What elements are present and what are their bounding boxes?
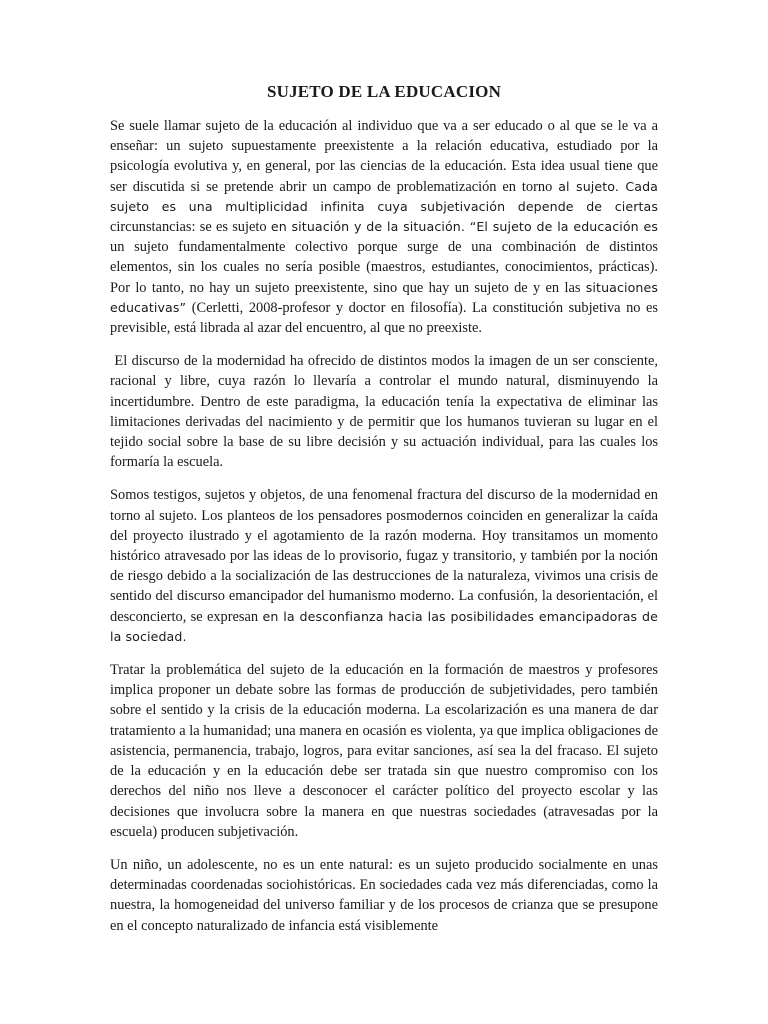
p1-text-f: un sujeto fundamentalmente colectivo porque surge de una combinación de distintos elementos, sin los cuales no sería posible (maestros, estudiantes, conocimientos, prácticas). Por lo tanto, no hay un sujeto preexistente, sino que hay un sujeto de y en las: [110, 239, 658, 296]
p1-text-e: “El sujeto de la educación es: [464, 219, 658, 235]
p1-text-c: circunstancias: se es sujeto: [110, 219, 267, 236]
paragraph-5: Un niño, un adolescente, no es un ente natural: es un sujeto producido socialmente en unas determinadas coordenadas sociohistóricas. En sociedades cada vez más diferenciadas, como la nuestra, la homogeneidad del universo familiar y de los procesos de crianza que se presupone en el concepto naturalizado de infancia está visiblemente: [110, 856, 658, 934]
paragraph-1: [110, 116, 658, 338]
p1-text-d: en situación y de la situación.: [270, 219, 465, 235]
paragraph-3: [110, 485, 658, 647]
paragraph-2: El discurso de la modernidad ha ofrecido de distintos modos la imagen de un ser consciente, racional y libre, cuya razón lo llevaría a controlar el mundo natural, disminuyendo la incertidumbre. Dentro de este paradigma, la educación tenía la expectativa de eliminar las limitaciones derivadas del nacimiento y de permitir que los humanos tuvieran su lugar en el tejido social sobre la base de su libre decisión y su actuación individual, para las cuales los formaría la escuela.: [110, 353, 658, 471]
p1-text-a: Se suele llamar sujeto de la educación al individuo que va a ser educado o al que se le va a enseñar: un sujeto supuestamente preexistente a la relación educativa, estudiado por la psicología evolutiva y, en general, por las ciencias de la educación. Esta idea usual tiene que ser discutida si se pretende abrir un campo de problematización en torno: [110, 118, 658, 195]
document-title: SUJETO DE LA EDUCACION: [266, 82, 502, 101]
p1-text-g: situaciones educativas”: [110, 279, 658, 315]
p1-text-b: al sujeto. Cada sujeto es una multiplicidad infinita cuya subjetivación depende de ciertas: [110, 178, 658, 214]
p3-text-a: Somos testigos, sujetos y objetos, de una fenomenal fractura del discurso de la modernidad en torno al sujeto. Los planteos de los pensadores posmodernos coinciden en generalizar la caída del proyecto ilustrado y el agotamiento de la razón moderna. Hoy transitamos un momento histórico atravesado por las ideas de lo provisorio, fugaz y transitorio, y también por la noción de riesgo debido a la socialización de las destrucciones de la naturaleza, vivimos una crisis de sentido del discurso emancipador del humanismo moderno. La confusión, la desorientación, el desconcierto, se expresan: [110, 487, 658, 625]
p1-text-h: (Cerletti, 2008-profesor y doctor en filosofía). La constitución subjetiva no es previsible, está librada al azar del encuentro, al que no preexiste.: [110, 299, 658, 337]
p3-text-b: en la desconfianza hacia las posibilidades emancipadoras de la sociedad.: [110, 608, 659, 644]
paragraph-4: Tratar la problemática del sujeto de la educación en la formación de maestros y profesores implica proponer un debate sobre las formas de producción de subjetividades, pero también sobre el sentido y la crisis de la educación moderna. La escolarización es una manera de dar tratamiento a la humanidad; una manera en ocasión es violenta, ya que implica obligaciones de asistencia, permanencia, trabajo, logros, para evitar sanciones, así sea la del fracaso. El sujeto de la educación y en la educación debe ser tratada sin que nuestro compromiso con los derechos del niño nos lleve a desconocer el carácter político del proyecto escolar y las decisiones que involucra sobre la manera en que nuestras sociedades (atravesadas por la escuela) producen subjetivación.: [110, 662, 658, 840]
